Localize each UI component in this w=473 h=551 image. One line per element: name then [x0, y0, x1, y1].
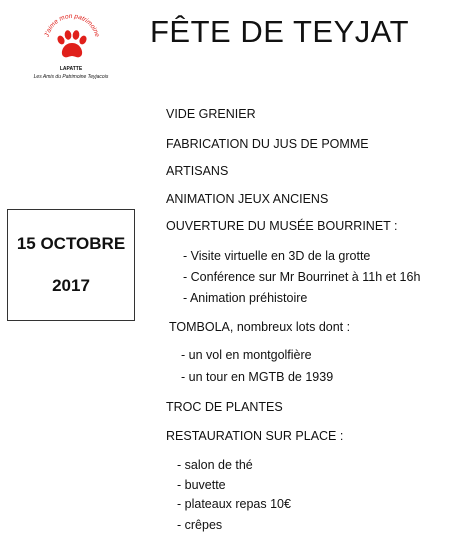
tombola-heading: TOMBOLA, nombreux lots dont : [169, 320, 351, 334]
association-logo [16, 8, 126, 88]
page-title: FÊTE DE TEYJAT [150, 14, 410, 49]
logo-association: Les Amis du Patrimoine Teyjacois [33, 74, 109, 80]
program-artisans: ARTISANS [166, 164, 229, 178]
musee-item: - Animation préhistoire [183, 291, 308, 305]
logo-name: LAPATTE [59, 66, 83, 72]
program-jeux-anciens: ANIMATION JEUX ANCIENS [166, 192, 329, 206]
paw-icon [16, 8, 126, 68]
musee-item: - Conférence sur Mr Bourrinet à 11h et 16h [183, 270, 421, 284]
program-troc: TROC DE PLANTES [166, 400, 283, 414]
tombola-item: - un tour en MGTB de 1939 [181, 370, 334, 384]
restauration-heading: RESTAURATION SUR PLACE : [166, 429, 344, 443]
date-year: 2017 [52, 276, 90, 295]
musee-heading: OUVERTURE DU MUSÉE BOURRINET : [166, 219, 398, 233]
restauration-item: - plateaux repas 10€ [177, 497, 291, 511]
restauration-item: - salon de thé [177, 458, 253, 472]
musee-item: - Visite virtuelle en 3D de la grotte [183, 249, 371, 263]
date-box [7, 209, 135, 321]
restauration-item: - buvette [177, 478, 226, 492]
program-jus-pomme: FABRICATION DU JUS DE POMME [166, 137, 369, 151]
logo-slogan: J'aime mon patrimoine [43, 12, 101, 38]
restauration-item: - crêpes [177, 518, 223, 532]
date-day-month: 15 OCTOBRE [16, 234, 126, 253]
program-vide-grenier: VIDE GRENIER [166, 107, 256, 121]
tombola-item: - un vol en montgolfière [181, 348, 312, 362]
